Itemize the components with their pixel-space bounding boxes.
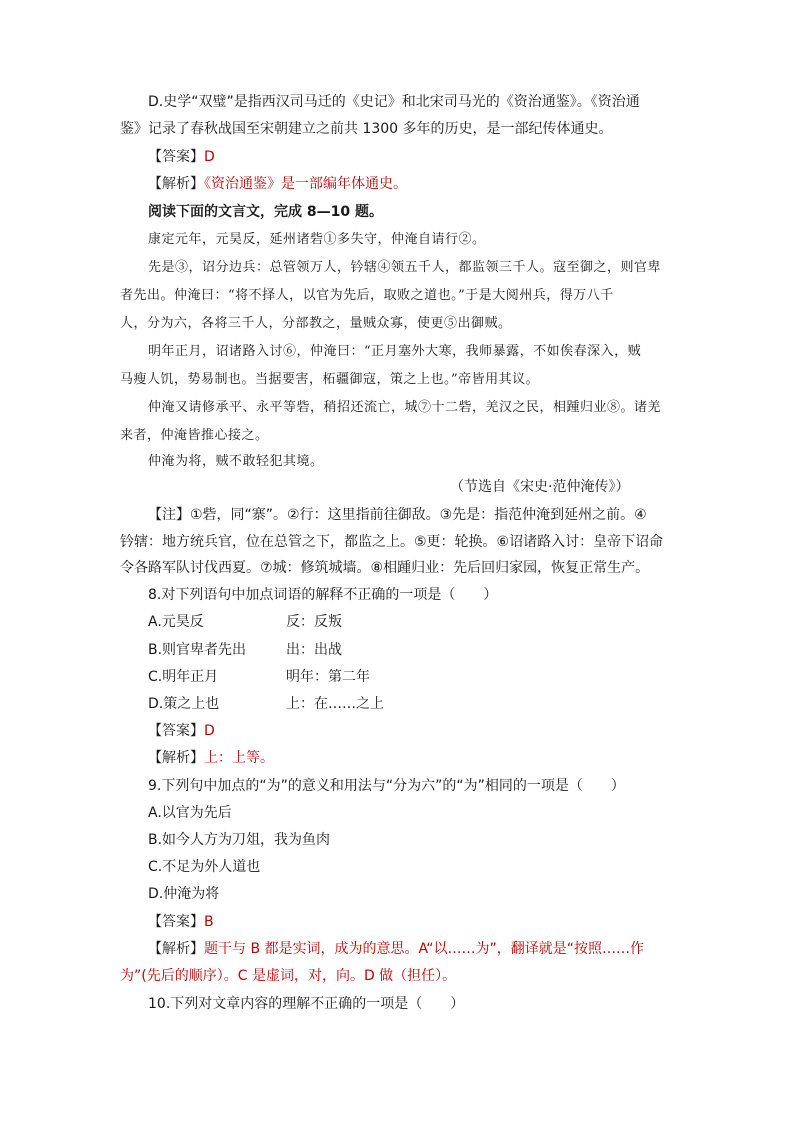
analysis-text: 《资治通鉴》是一部编年体通史。 <box>204 176 407 192</box>
option-word: A.元昊反 <box>148 614 204 630</box>
option-word: C.明年正月 <box>148 669 219 685</box>
answer-value: D <box>204 723 215 739</box>
answer-value: D <box>204 149 215 165</box>
passage-p4-line2: 来者，仲淹皆推心接之。 <box>120 428 269 443</box>
notes-line1: 【注】①砦，同“寨”。②行：这里指前往御敌。③先是：指范仲淹到延州之前。④ <box>148 507 647 523</box>
passage-instruction: 阅读下面的文言文，完成 8—10 题。 <box>148 204 383 220</box>
option-gloss: 上：在……之上 <box>286 696 384 712</box>
answer-label: 【答案】 <box>148 914 204 930</box>
analysis-label: 【解析】 <box>148 941 204 957</box>
q9-answer <box>148 912 214 932</box>
analysis-label: 【解析】 <box>148 176 204 192</box>
q7-answer <box>148 147 215 167</box>
passage-p3-line2: 马瘦人饥，势易制也。当据要害，柘疆御寇，策之上也。”帝皆用其议。 <box>120 372 540 387</box>
answer-label: 【答案】 <box>148 723 204 739</box>
q7-analysis <box>148 174 407 194</box>
analysis-text: 题干与 B 都是实词，成为的意思。A“以……为”，翻译就是“按照……作 <box>204 941 645 957</box>
q8-option-d <box>148 694 648 714</box>
passage-p2-line3: 人，分为六，各将三千人，分部教之，量贼众寡，使更⑤出御贼。 <box>120 316 512 331</box>
option-word: D.策之上也 <box>148 696 220 712</box>
q8-stem: 8.对下列语句中加点词语的解释不正确的一项是（ ） <box>148 587 498 603</box>
option-gloss: 出：出战 <box>286 642 342 658</box>
q7-option-d-line1: D.史学“双璧”是指西汉司马迁的《史记》和北宋司马光的《资治通鉴》。《资治通 <box>148 94 640 110</box>
q8-option-a <box>148 612 648 632</box>
notes-line3: 令各路军队讨伐西夏。⑦城：修筑城墙。⑧相踵归业：先后回归家园，恢复正常生产。 <box>120 560 650 576</box>
option-gloss: 反：反叛 <box>286 614 342 630</box>
q7-option-d-line2: 鉴》记录了春秋战国至宋朝建立之前共 1300 多年的历史，是一部纪传体通史。 <box>120 121 613 137</box>
passage-p4-line1: 仲淹又请修承平、永平等砦，稍招还流亡，城⑦十二砦，羌汉之民，相踵归业⑧。诸羌 <box>148 400 662 415</box>
passage-p3-line1: 明年正月，诏诸路入讨⑥，仲淹曰：“正月塞外大寒，我师暴露，不如俟春深入，贼 <box>148 344 642 359</box>
q9-option-a: A.以官为先后 <box>148 805 232 821</box>
analysis-text: 上：上等。 <box>204 750 274 766</box>
passage-source: （节选自《宋史·范仲淹传》） <box>450 479 630 495</box>
q9-option-b: B.如今人方为刀俎，我为鱼肉 <box>148 832 331 848</box>
answer-label: 【答案】 <box>148 149 204 165</box>
passage-p1: 康定元年，元昊反，延州诸砦①多失守，仲淹自请行②。 <box>148 232 486 247</box>
q10-stem: 10.下列对文章内容的理解不正确的一项是（ ） <box>148 996 465 1012</box>
notes-line2: 钤辖：地方统兵官，位在总管之下，都监之上。⑤更：轮换。⑥诏诸路入讨：皇帝下诏命 <box>120 534 664 550</box>
option-gloss: 明年：第二年 <box>286 669 370 685</box>
passage-p5: 仲淹为将，贼不敢轻犯其境。 <box>148 454 324 469</box>
q9-stem: 9.下列句中加点的“为”的意义和用法与“分为六”的“为”相同的一项是（ ） <box>148 778 625 794</box>
answer-value: B <box>204 914 214 930</box>
option-word: B.则官卑者先出 <box>148 642 247 658</box>
q9-analysis-line2: 为”(先后的顺序）。C 是虚词，对，向。D 做（担任）。 <box>120 968 457 984</box>
q8-analysis <box>148 748 274 768</box>
q8-answer <box>148 721 215 741</box>
q8-option-b <box>148 640 648 660</box>
passage-p2-line1: 先是③，诏分边兵：总管领万人，钤辖④领五千人，都监领三千人。寇至御之，则官卑 <box>148 260 662 275</box>
q9-option-c: C.不足为外人道也 <box>148 859 261 875</box>
analysis-label: 【解析】 <box>148 750 204 766</box>
q8-option-c <box>148 667 648 687</box>
q9-option-d: D.仲淹为将 <box>148 886 220 902</box>
q9-analysis-line1 <box>148 939 644 959</box>
passage-p2-line2: 者先出。仲淹曰：“将不择人，以官为先后，取败之道也。”于是大阅州兵，得万八千 <box>120 288 614 303</box>
